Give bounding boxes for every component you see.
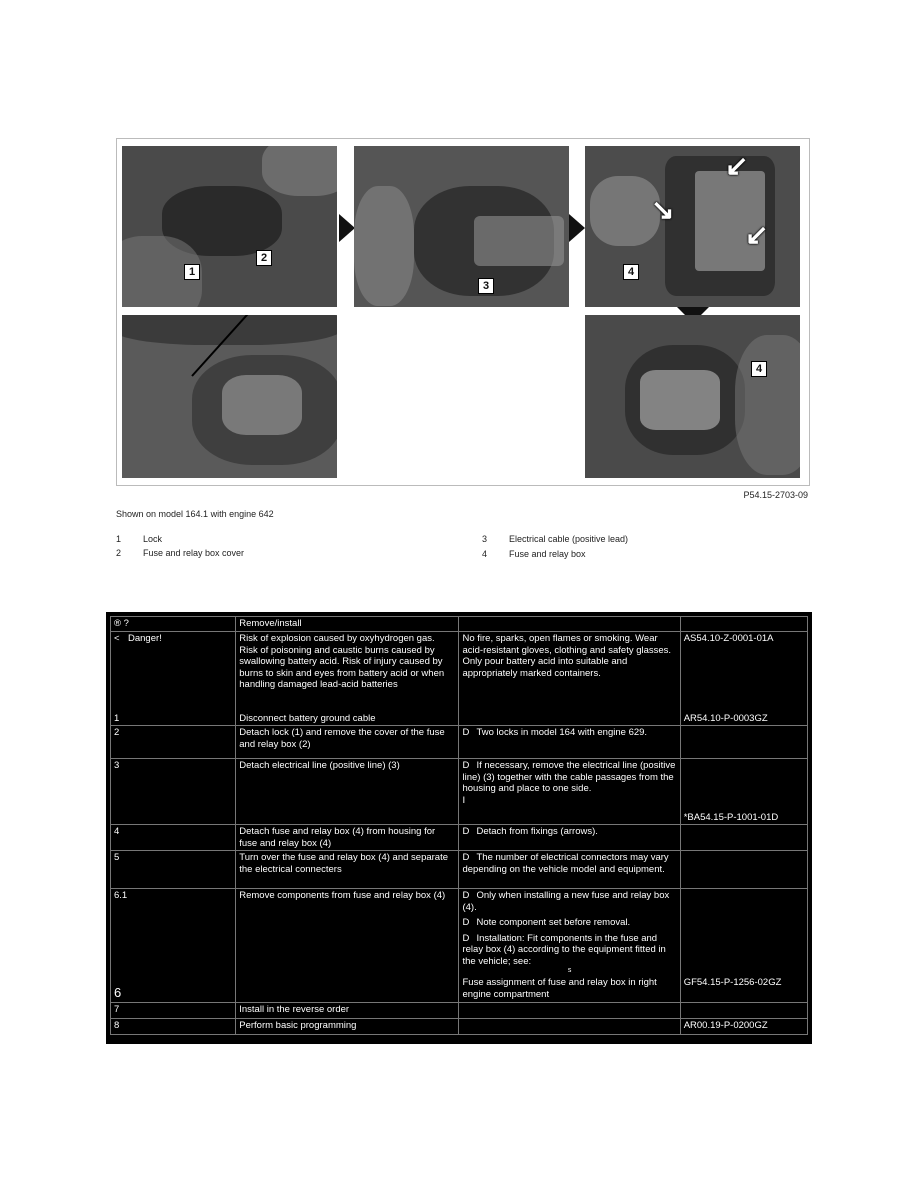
step-number: 8 [111, 1019, 236, 1035]
step-number: 4 [111, 825, 236, 851]
legend-number: 3 [482, 534, 488, 544]
callout-2: 2 [256, 250, 272, 266]
step-action: Perform basic programming [236, 1019, 459, 1035]
step-action: Detach fuse and relay box (4) from housing for fuse and relay box (4) [236, 825, 459, 851]
note-marker: D [462, 917, 470, 928]
note-marker-extra: I [462, 794, 466, 806]
table-row [111, 726, 808, 759]
legend-item [116, 534, 162, 544]
step-number: 5 [111, 851, 236, 889]
callout-1: 1 [184, 264, 200, 280]
step-note: Detach from fixings (arrows). [476, 826, 598, 837]
legend-number: 2 [116, 548, 122, 558]
table-header-row [111, 617, 808, 632]
step-action: Remove components from fuse and relay box (4) [236, 889, 459, 1003]
legend-text: Fuse and relay box cover [143, 548, 245, 558]
legend-item [482, 549, 586, 559]
step-ref [680, 851, 807, 889]
legend-number: 4 [482, 549, 488, 559]
step-note: The number of electrical connectors may vary depending on the vehicle model and equipment. [462, 852, 669, 875]
table-row [111, 1003, 808, 1019]
step-action: Turn over the fuse and relay box (4) and separate the electrical connecters [236, 851, 459, 889]
header-title: Remove/install [236, 617, 459, 632]
table-row [111, 889, 808, 1003]
arrow-icon: ↙ [725, 150, 749, 181]
step-ref [680, 1003, 807, 1019]
step-action: Detach lock (1) and remove the cover of the fuse and relay box (2) [236, 726, 459, 759]
step-number: 6 [114, 984, 122, 1000]
note-marker: D [462, 760, 470, 771]
note-marker: D [462, 932, 470, 944]
table-row-danger [111, 632, 808, 726]
step-note: Note component set before removal. [476, 917, 631, 928]
arrow-icon: ↙ [745, 219, 769, 250]
legend-item [116, 548, 244, 558]
step-note: Installation: Fit components in the fuse and relay box (4) according to the equipment fitted in the vehicle; see: [462, 932, 666, 967]
step-number: 7 [111, 1003, 236, 1019]
step-number: 3 [111, 759, 236, 825]
table-row [111, 851, 808, 889]
legend-number: 1 [116, 534, 122, 544]
danger-marker: < [114, 633, 120, 644]
danger-ref: AS54.10-Z-0001-01A [683, 633, 774, 644]
step-ref: *BA54.15-P-1001-01D [680, 759, 807, 825]
step-ref [680, 825, 807, 851]
note-marker: D [462, 890, 470, 901]
step-action: Detach electrical line (positive line) (3) [236, 759, 459, 825]
arrow-right-icon [339, 214, 355, 242]
photo-lock-and-cover [122, 146, 337, 307]
legend-text: Lock [143, 534, 163, 544]
figure-caption: Shown on model 164.1 with engine 642 [116, 509, 274, 519]
step-note: Two locks in model 164 with engine 629. [476, 727, 648, 738]
step-note: Fuse assignment of fuse and relay box in right engine compartment [462, 977, 657, 1000]
photo-positive-cable [354, 146, 569, 307]
step-action: Disconnect battery ground cable [239, 712, 376, 724]
step-ref [680, 726, 807, 759]
figure-id: P54.15-2703-09 [743, 490, 808, 500]
photo-fuse-box-fixings [585, 146, 800, 307]
table-row [111, 825, 808, 851]
legend-text: Electrical cable (positive lead) [509, 534, 629, 544]
callout-4: 4 [751, 361, 767, 377]
callout-4: 4 [623, 264, 639, 280]
legend-item [482, 534, 628, 544]
step-note: If necessary, remove the electrical line (positive line) (3) together with the cable passages from the housing and place to one side. [462, 760, 676, 794]
note-marker: D [462, 727, 470, 738]
step-number: 1 [114, 712, 120, 724]
arrow-right-icon [569, 214, 585, 242]
procedure-table [106, 612, 812, 1044]
arrow-icon: ↘ [651, 194, 675, 225]
danger-precaution: No fire, sparks, open flames or smoking. Wear acid-resistant gloves, clothing and safety glasses. Only pour battery acid into suitable and appropriately marked containers. [459, 632, 680, 726]
step-number: 6.1 [114, 890, 128, 901]
table-row [111, 759, 808, 825]
photo-engine-compartment [122, 315, 337, 478]
danger-risk: Risk of explosion caused by oxyhydrogen gas. Risk of poisoning and caustic burns caused by swallowing battery acid. Risk of injury caused by burns to skin and eyes from battery acid or when handling damaged lead-acid batteries [239, 633, 445, 690]
step-action: Install in the reverse order [236, 1003, 459, 1019]
step-ref: AR00.19-P-0200GZ [680, 1019, 807, 1035]
danger-label: Danger! [128, 633, 162, 644]
step-number: 2 [111, 726, 236, 759]
note-marker: D [462, 826, 470, 837]
step-ref: GF54.15-P-1256-02GZ [680, 889, 807, 1003]
step-ref: AR54.10-P-0003GZ [683, 712, 768, 724]
legend-text: Fuse and relay box [509, 549, 586, 559]
photo-electrical-connectors [585, 315, 800, 478]
procedure-figure [116, 138, 810, 486]
table-row [111, 1019, 808, 1035]
step-note: Only when installing a new fuse and relay box (4). [462, 890, 670, 913]
note-marker: D [462, 852, 470, 863]
header-icons: ® ? [111, 617, 236, 632]
callout-3: 3 [478, 278, 494, 294]
sub-marker: s [567, 967, 572, 974]
